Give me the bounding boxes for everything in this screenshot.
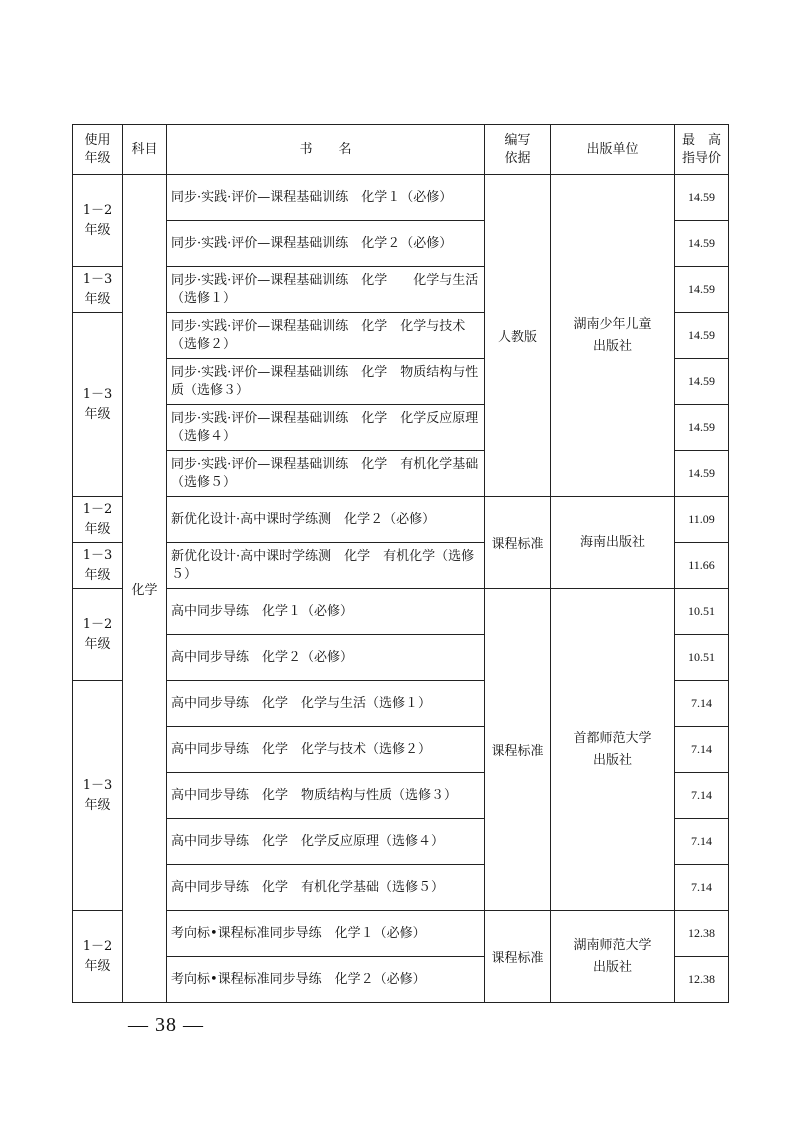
book-title-cell: 同步·实践·评价—课程基础训练 化学 物质结构与性质（选修３） [167, 359, 485, 405]
price-cell: 7.14 [675, 865, 729, 911]
book-title-cell: 高中同步导练 化学 化学反应原理（选修４） [167, 819, 485, 865]
page-number: — 38 — [128, 1014, 204, 1036]
book-title-cell: 高中同步导练 化学 化学与生活（选修１） [167, 681, 485, 727]
header-basis: 编写 依据 [485, 125, 551, 175]
price-cell: 14.59 [675, 175, 729, 221]
grade-cell: 1－3 年级 [73, 313, 123, 497]
publisher-cell: 首都师范大学 出版社 [551, 589, 675, 911]
price-cell: 7.14 [675, 681, 729, 727]
price-table [72, 124, 729, 1003]
price-cell: 7.14 [675, 819, 729, 865]
grade-cell: 1－2 年级 [73, 589, 123, 681]
price-cell: 12.38 [675, 911, 729, 957]
book-title-cell: 同步·实践·评价—课程基础训练 化学 化学与技术（选修２） [167, 313, 485, 359]
basis-cell: 课程标准 [485, 497, 551, 589]
header-price: 最 高 指导价 [675, 125, 729, 175]
book-title-cell: 新优化设计·高中课时学练测 化学２（必修） [167, 497, 485, 543]
price-cell: 11.09 [675, 497, 729, 543]
book-title-cell: 高中同步导练 化学１（必修） [167, 589, 485, 635]
price-cell: 14.59 [675, 405, 729, 451]
table-row [73, 911, 729, 957]
header-grade: 使用 年级 [73, 125, 123, 175]
book-title-cell: 同步·实践·评价—课程基础训练 化学 化学反应原理（选修４） [167, 405, 485, 451]
publisher-cell: 海南出版社 [551, 497, 675, 589]
book-title-cell: 考向标•课程标准同步导练 化学２（必修） [167, 957, 485, 1003]
basis-cell: 课程标准 [485, 911, 551, 1003]
price-cell: 14.59 [675, 267, 729, 313]
header-publisher: 出版单位 [551, 125, 675, 175]
publisher-cell: 湖南少年儿童 出版社 [551, 175, 675, 497]
book-title-cell: 高中同步导练 化学 有机化学基础（选修５） [167, 865, 485, 911]
book-title-cell: 高中同步导练 化学２（必修） [167, 635, 485, 681]
subject-cell: 化学 [123, 175, 167, 1003]
book-title-cell: 考向标•课程标准同步导练 化学１（必修） [167, 911, 485, 957]
grade-cell: 1－3 年级 [73, 681, 123, 911]
price-cell: 10.51 [675, 589, 729, 635]
header-subject: 科目 [123, 125, 167, 175]
publisher-cell: 湖南师范大学 出版社 [551, 911, 675, 1003]
price-cell: 10.51 [675, 635, 729, 681]
header-row [73, 125, 729, 175]
book-title-cell: 高中同步导练 化学 化学与技术（选修２） [167, 727, 485, 773]
table-row [73, 175, 729, 221]
grade-cell: 1－2 年级 [73, 911, 123, 1003]
book-title-cell: 高中同步导练 化学 物质结构与性质（选修３） [167, 773, 485, 819]
table-body [73, 175, 729, 1003]
price-cell: 14.59 [675, 359, 729, 405]
header-title: 书 名 [167, 125, 485, 175]
table-row [73, 589, 729, 635]
basis-cell: 课程标准 [485, 589, 551, 911]
price-cell: 12.38 [675, 957, 729, 1003]
price-cell: 14.59 [675, 451, 729, 497]
book-title-cell: 同步·实践·评价—课程基础训练 化学 有机化学基础（选修５） [167, 451, 485, 497]
grade-cell: 1－2 年级 [73, 497, 123, 543]
book-title-cell: 同步·实践·评价—课程基础训练 化学２（必修） [167, 221, 485, 267]
grade-cell: 1－2 年级 [73, 175, 123, 267]
book-title-cell: 同步·实践·评价—课程基础训练 化学 化学与生活（选修１） [167, 267, 485, 313]
basis-cell: 人教版 [485, 175, 551, 497]
table-row [73, 497, 729, 543]
price-cell: 7.14 [675, 773, 729, 819]
price-cell: 7.14 [675, 727, 729, 773]
price-cell: 14.59 [675, 313, 729, 359]
book-title-cell: 新优化设计·高中课时学练测 化学 有机化学（选修５） [167, 543, 485, 589]
grade-cell: 1－3 年级 [73, 267, 123, 313]
price-cell: 14.59 [675, 221, 729, 267]
grade-cell: 1－3 年级 [73, 543, 123, 589]
price-cell: 11.66 [675, 543, 729, 589]
price-table-container [72, 124, 728, 1003]
book-title-cell: 同步·实践·评价—课程基础训练 化学１（必修） [167, 175, 485, 221]
